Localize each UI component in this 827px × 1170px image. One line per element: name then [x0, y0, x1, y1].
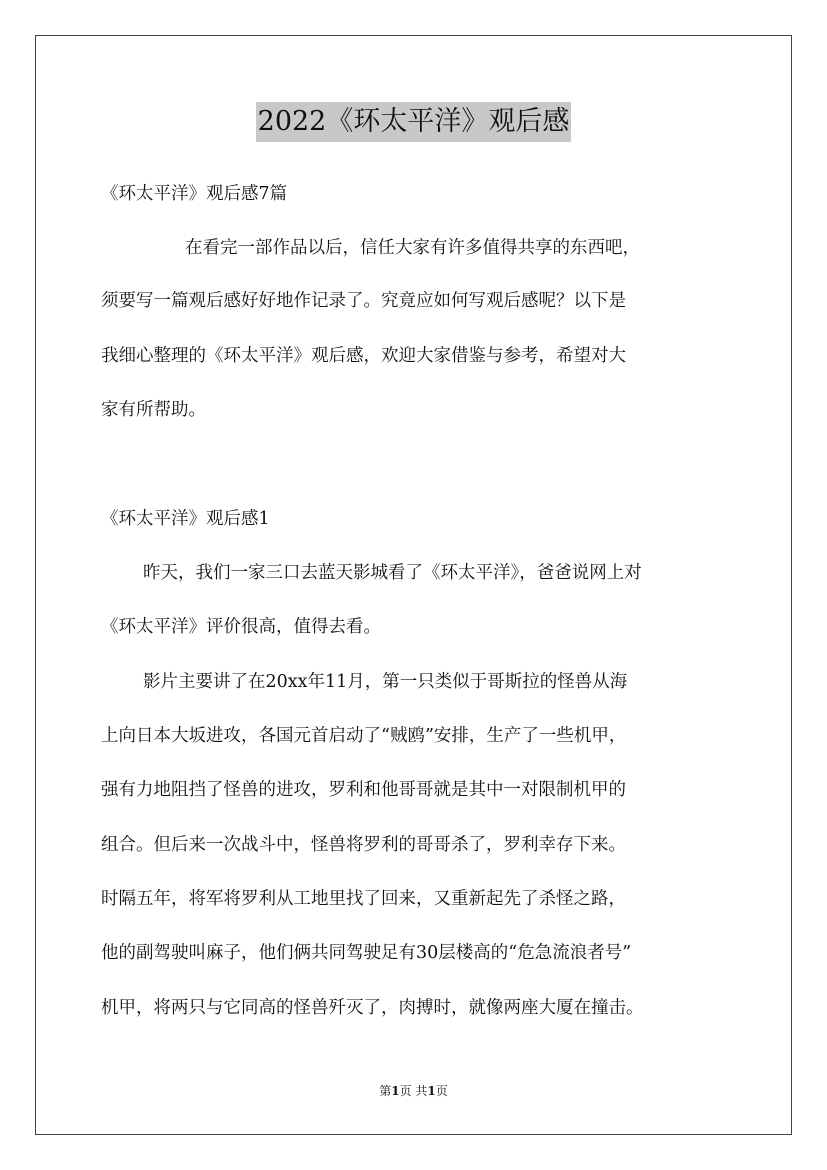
document-subtitle: 《环太平洋》观后感7篇: [101, 184, 288, 204]
body-line-6: 组合。但后来一次战斗中，怪兽将罗利的哥哥杀了，罗利幸存下来。: [101, 835, 626, 855]
footer-page-number: 1: [391, 1084, 400, 1098]
footer-page-suffix: 页: [435, 1084, 448, 1098]
page-footer: [0, 1083, 827, 1099]
document-title: 2022《环太平洋》观后感: [256, 102, 572, 142]
footer-page-mid: 页 共: [399, 1084, 428, 1098]
footer-page-prefix: 第: [379, 1084, 392, 1098]
body-line-3: 影片主要讲了在20xx年11月，第一只类似于哥斯拉的怪兽从海: [143, 672, 628, 692]
intro-line-1: 在看完一部作品以后，信任大家有许多值得共享的东西吧，: [185, 238, 640, 258]
footer-page-total: 1: [427, 1084, 436, 1098]
body-line-5: 强有力地阻挡了怪兽的进攻，罗利和他哥哥就是其中一对限制机甲的: [101, 780, 626, 800]
body-line-9: 机甲，将两只与它同高的怪兽歼灭了，肉搏时，就像两座大厦在撞击。: [101, 998, 644, 1018]
body-line-4: 上向日本大坂进攻，各国元首启动了“贼鸥”安排，生产了一些机甲，: [101, 726, 627, 746]
intro-line-4: 家有所帮助。: [101, 400, 206, 420]
intro-line-3: 我细心整理的《环太平洋》观后感，欢迎大家借鉴与参考，希望对大: [101, 346, 626, 366]
body-line-8: 他的副驾驶叫麻子，他们俩共同驾驶足有30层楼高的“危急流浪者号”: [101, 943, 632, 963]
title-container: [0, 102, 827, 142]
intro-line-2: 须要写一篇观后感好好地作记录了。究竟应如何写观后感呢？以下是: [101, 291, 626, 311]
body-line-1: 昨天，我们一家三口去蓝天影城看了《环太平洋》，爸爸说网上对: [143, 563, 642, 583]
body-line-2: 《环太平洋》评价很高，值得去看。: [101, 617, 381, 637]
section-heading: 《环太平洋》观后感1: [101, 509, 270, 529]
body-line-7: 时隔五年，将军将罗利从工地里找了回来，又重新起先了杀怪之路，: [101, 889, 626, 909]
